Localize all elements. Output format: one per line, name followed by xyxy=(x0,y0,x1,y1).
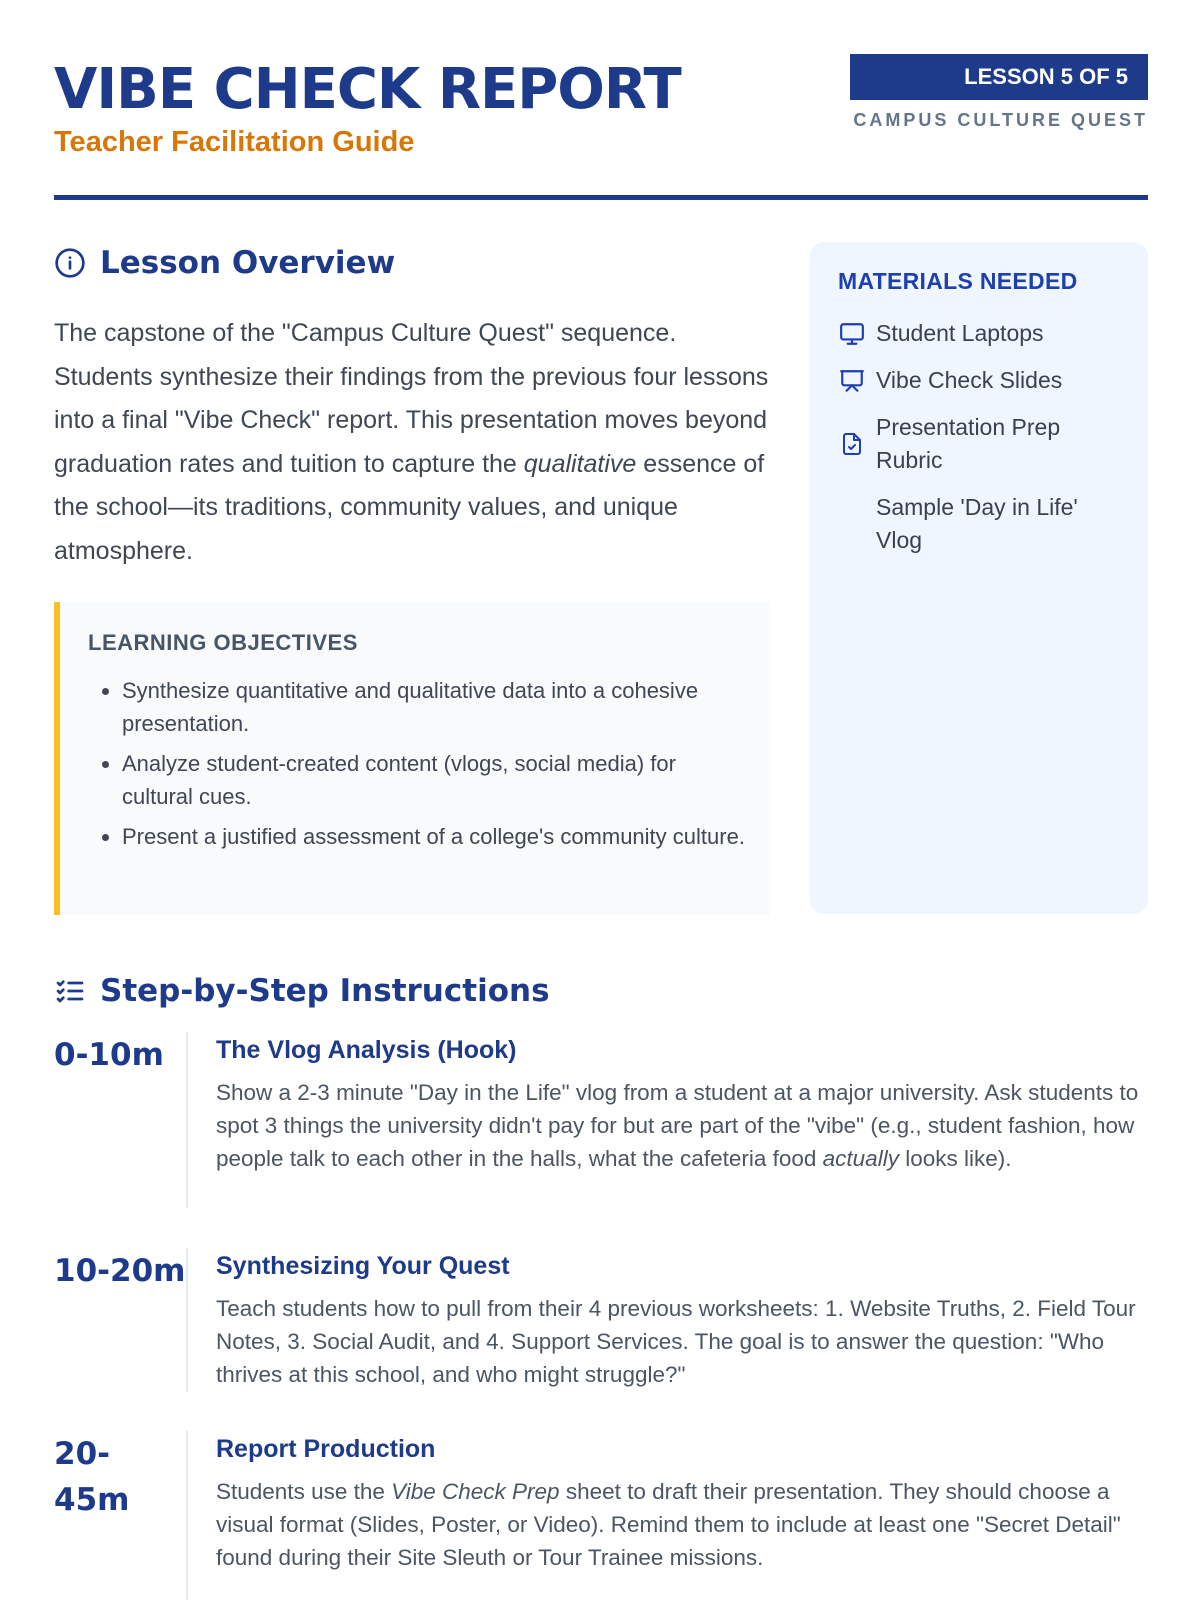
material-label: Vibe Check Slides xyxy=(876,367,1063,393)
overview-text-part: The capstone of the "Campus Culture Quest" sequence. Students synthesize their findings from the previous four lessons into a final "Vibe Check" report. This presentation moves beyond graduation rates and tuition to capture the xyxy=(54,319,769,478)
objective-item: • Present a justified assessment of a college's community culture. xyxy=(122,820,746,853)
lesson-overview-heading-text: Lesson Overview xyxy=(100,245,396,281)
material-label: Presentation Prep Rubric xyxy=(876,414,1061,473)
objective-item: • Synthesize quantitative and qualitative data into a cohesive presentation. xyxy=(122,674,746,740)
step-body xyxy=(186,1431,1148,1600)
step-title: Report Production xyxy=(216,1435,436,1463)
step-time: 20-45m xyxy=(54,1436,130,1518)
step-title: Synthesizing Your Quest xyxy=(216,1252,510,1280)
learning-objectives-box xyxy=(54,602,770,915)
material-item xyxy=(838,411,1122,477)
overview-text-emphasis: qualitative xyxy=(523,449,637,478)
step-title: The Vlog Analysis (Hook) xyxy=(216,1036,517,1064)
material-item xyxy=(838,491,1122,557)
step-desc-part: sheet to draft their presentation. They should choose a visual format (Slides, Poster, or Video). Remind them to include at least one "Secret Detail" found during their Site Sleuth or Tour Trainee missions. xyxy=(216,1479,1121,1570)
step-desc-part: Show a 2-3 minute "Day in the Life" vlog from a student at a major university. Ask students to spot 3 things the university didn't pay for but are part of the "vibe" (e.g., student fashion, how people talk to each other in the halls, what the cafeteria food xyxy=(216,1080,1139,1171)
lesson-guide-page xyxy=(54,0,1148,1570)
monitor-icon xyxy=(838,320,866,348)
step-desc-emphasis: Vibe Check Prep xyxy=(391,1479,560,1504)
lesson-badge: LESSON 5 OF 5 xyxy=(850,54,1148,100)
overview-text-part: essence of the school—its traditions, community values, and unique atmosphere. xyxy=(54,449,765,565)
step-time: 10-20m xyxy=(54,1253,186,1289)
info-circle-icon xyxy=(54,247,86,279)
materials-panel xyxy=(810,242,1148,914)
step-time: 0-10m xyxy=(54,1037,164,1073)
step-desc-part: Teach students how to pull from their 4 previous worksheets: 1. Website Truths, 2. Field Tour Notes, 3. Social Audit, and 4. Support Services. The goal is to answer the question: "Who thrives at this school, and who might struggle?" xyxy=(216,1296,1136,1387)
step-body xyxy=(186,1032,1148,1208)
step-description xyxy=(216,1076,1148,1175)
step-body xyxy=(186,1248,1148,1392)
step-desc-part: looks like). xyxy=(898,1146,1012,1171)
material-label: Sample 'Day in Life' Vlog xyxy=(876,494,1078,553)
lesson-overview-section xyxy=(54,240,770,849)
list-checks-icon xyxy=(54,975,86,1007)
header-divider xyxy=(54,195,1148,200)
objective-item: • Analyze student-created content (vlogs, social media) for cultural cues. xyxy=(122,747,746,813)
learning-objectives-list xyxy=(88,674,746,853)
material-item xyxy=(838,317,1122,350)
step-desc-emphasis: actually xyxy=(822,1146,899,1171)
material-label: Student Laptops xyxy=(876,320,1044,346)
lesson-overview-text xyxy=(54,312,770,573)
step-desc-part: Students use the xyxy=(216,1479,392,1504)
steps-heading-text: Step-by-Step Instructions xyxy=(100,973,550,1009)
lesson-overview-heading xyxy=(54,240,770,286)
learning-objectives-title: LEARNING OBJECTIVES xyxy=(88,630,358,655)
materials-list xyxy=(838,317,1122,557)
page-header xyxy=(54,0,1148,200)
step-description xyxy=(216,1292,1148,1391)
step-description xyxy=(216,1475,1148,1574)
quest-label: CAMPUS CULTURE QUEST xyxy=(853,110,1148,130)
material-item xyxy=(838,364,1122,397)
presentation-icon xyxy=(838,367,866,395)
file-check-icon xyxy=(838,430,866,458)
steps-heading xyxy=(54,968,550,1014)
video-icon-placeholder xyxy=(838,510,866,538)
materials-title: MATERIALS NEEDED xyxy=(838,268,1078,294)
page-title: VIBE CHECK REPORT xyxy=(54,57,681,122)
page-subtitle: Teacher Facilitation Guide xyxy=(54,126,415,158)
